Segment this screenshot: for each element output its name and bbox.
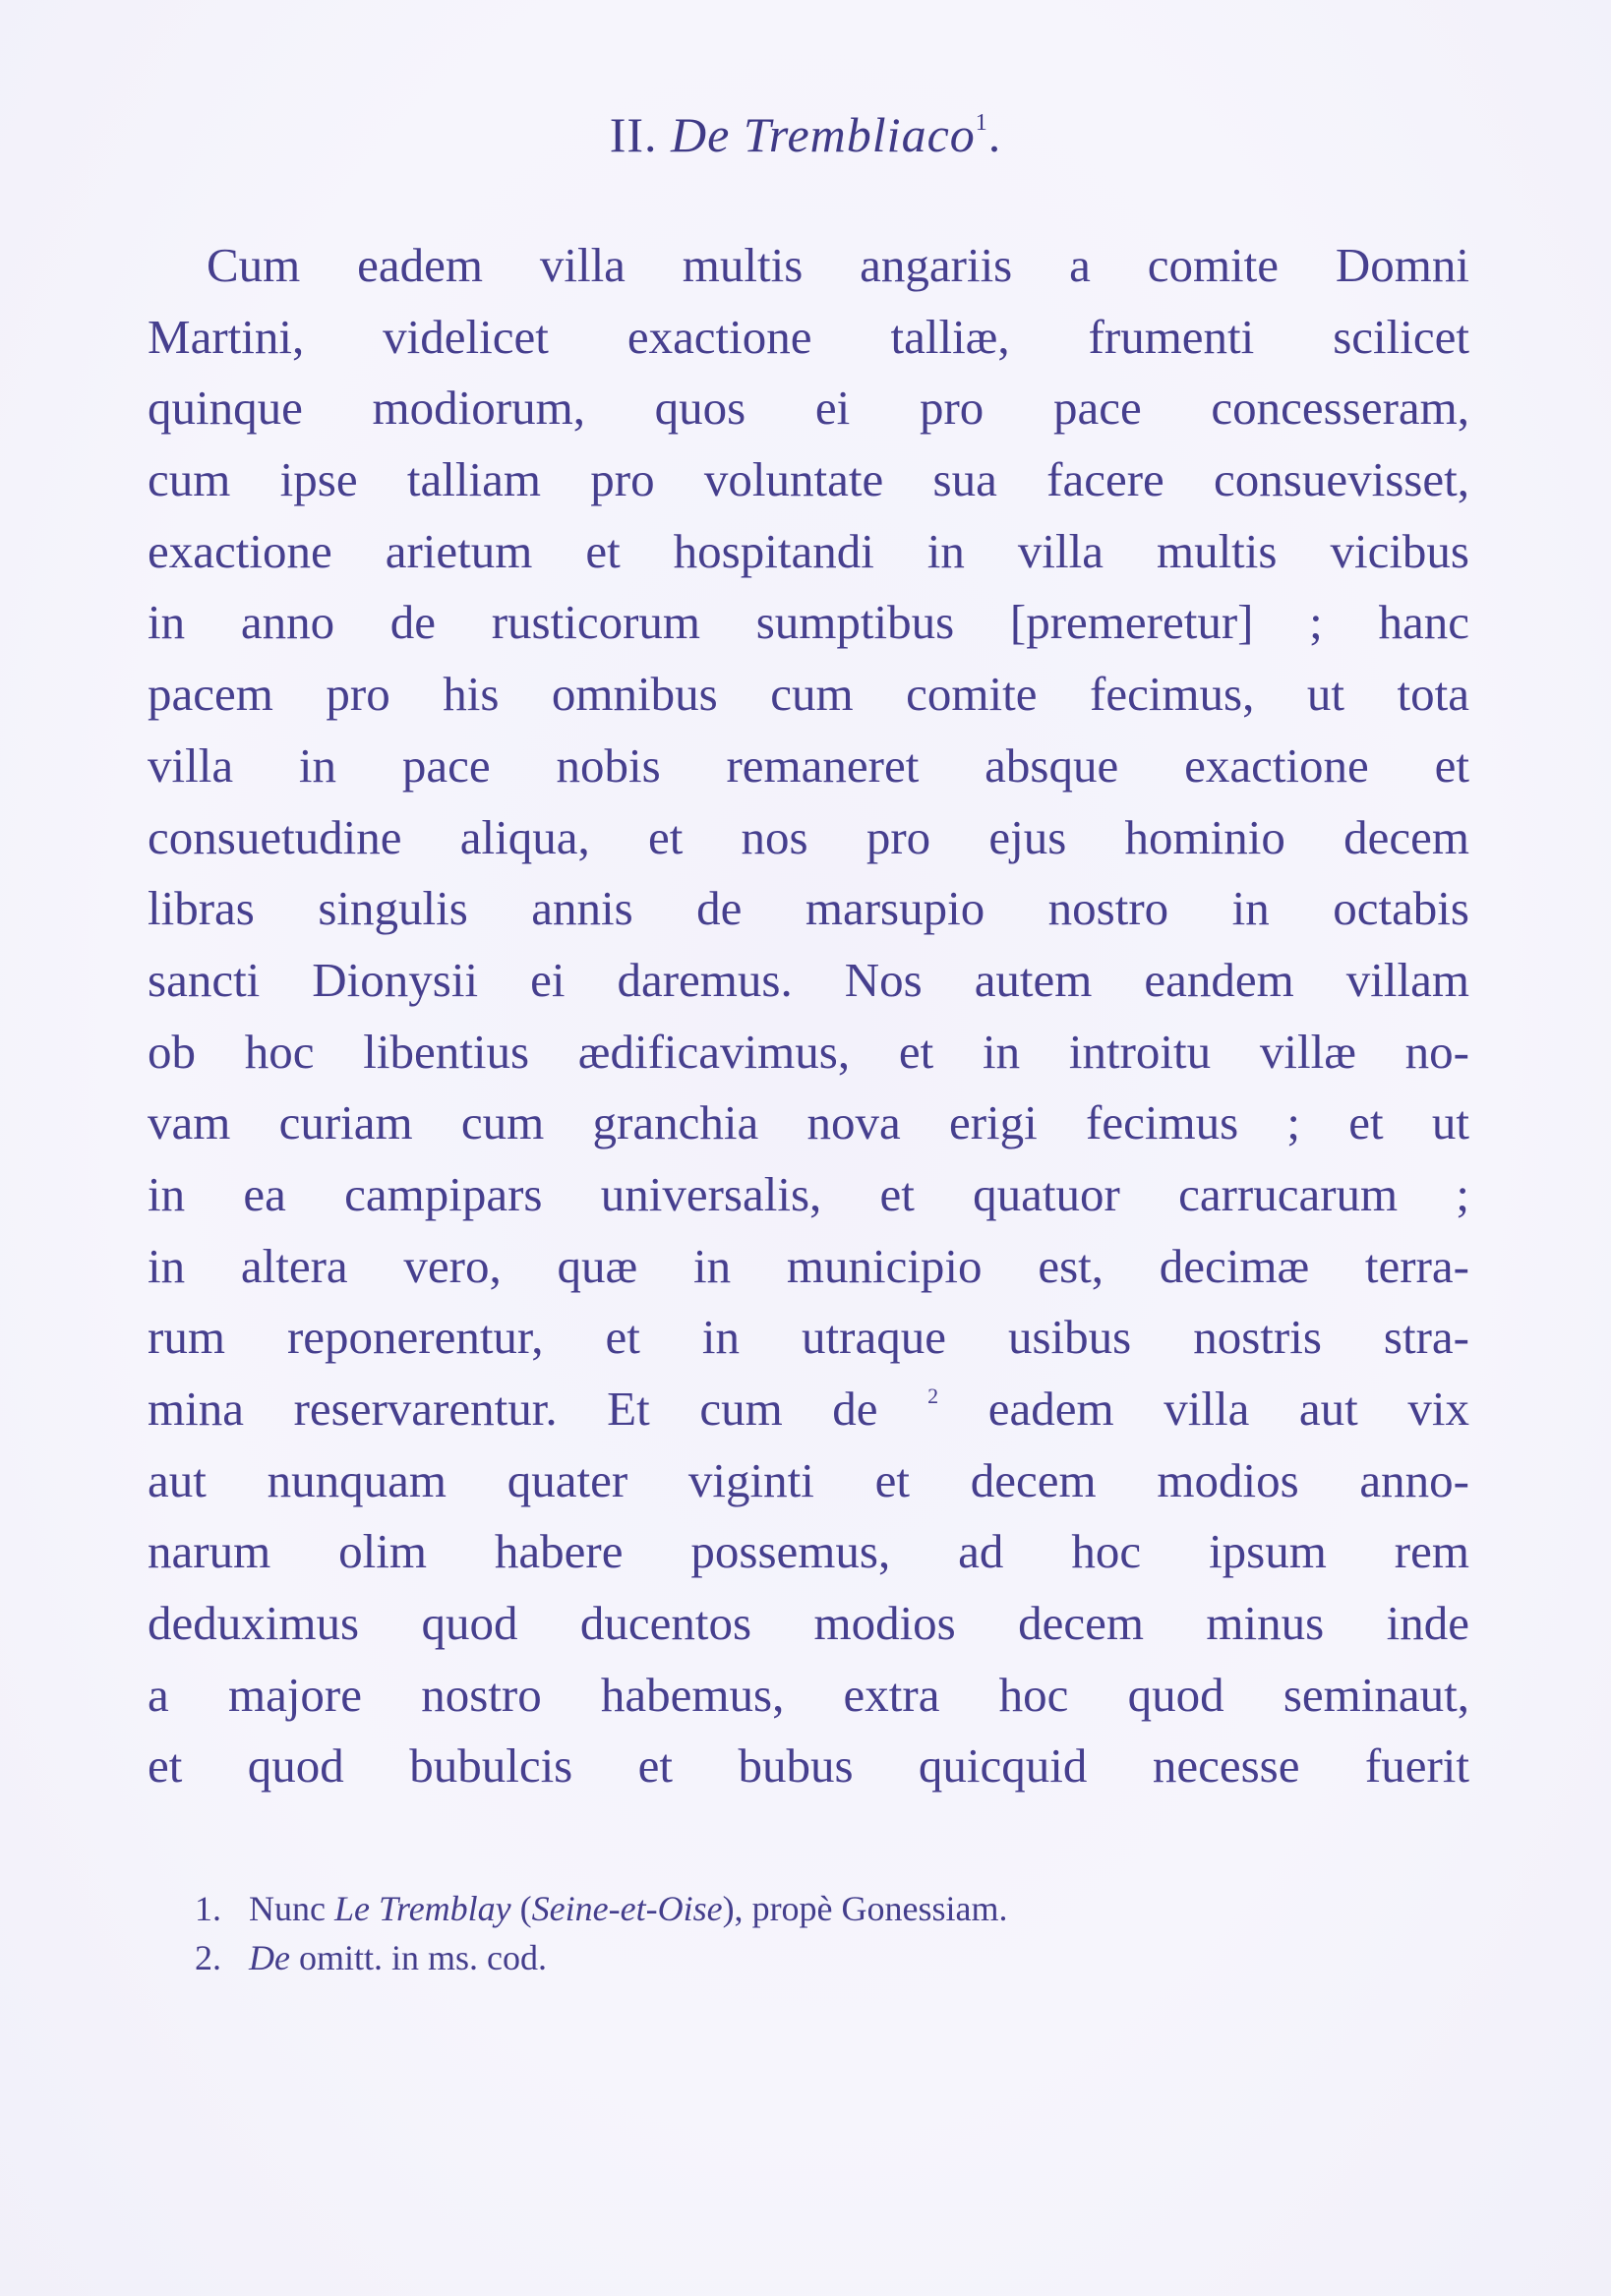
- section-title: De Trembliaco: [671, 107, 976, 162]
- footnote-italic: Seine-et-Oise: [531, 1889, 723, 1928]
- footnote-paren: ),: [722, 1889, 744, 1928]
- footnote-marker: 1.: [195, 1889, 221, 1928]
- text-line: ob hoc libentius ædificavimus, et in introitu villæ no-: [148, 1024, 1469, 1079]
- text-line: aut nunquam quater viginti et decem modios anno-: [148, 1452, 1469, 1507]
- text-line-with-footnote: [148, 1374, 1469, 1445]
- footnote-marker: 2.: [195, 1938, 221, 1977]
- text-line: Cum eadem villa multis angariis a comite Domni: [207, 238, 1469, 292]
- section-number: II.: [609, 107, 658, 162]
- text-line: a majore nostro habemus, extra hoc quod seminaut,: [148, 1667, 1469, 1722]
- footnote-text: propè Gonessiam.: [751, 1889, 1008, 1928]
- footnote-2: [195, 1933, 1473, 1982]
- footnote-text: omitt. in ms. cod.: [298, 1938, 547, 1977]
- text-line: et quod bubulcis et bubus quicquid necesse fuerit: [148, 1738, 1469, 1794]
- text-line: villa in pace nobis remaneret absque exactione et: [148, 737, 1469, 793]
- footnote-1: [195, 1884, 1473, 1933]
- text-line: quinque modiorum, quos ei pro pace concesseram,: [148, 381, 1469, 436]
- text-line: rum reponerentur, et in utraque usibus nostris stra-: [148, 1310, 1469, 1365]
- text-line: exactione arietum et hospitandi in villa multis vicibus: [148, 523, 1469, 578]
- text-line: in altera vero, quæ in municipio est, decimæ terra-: [148, 1238, 1469, 1293]
- text-line: consuetudine aliqua, et nos pro ejus hominio decem: [148, 809, 1469, 864]
- line-text-before-note: mina reservarentur. Et cum de: [148, 1382, 878, 1436]
- footnotes: [195, 1884, 1473, 1982]
- body-paragraph: [148, 230, 1469, 1802]
- text-line: narum olim habere possemus, ad hoc ipsum rem: [148, 1524, 1469, 1579]
- text-line: vam curiam cum granchia nova erigi fecimus ; et ut: [148, 1095, 1469, 1150]
- text-line: pacem pro his omnibus cum comite fecimus, ut tota: [148, 667, 1469, 722]
- section-heading: [0, 106, 1611, 163]
- footnote-ref-2: 2: [927, 1383, 939, 1408]
- heading-period: .: [987, 107, 1002, 162]
- text-line: cum ipse talliam pro voluntate sua facere consuevisset,: [148, 452, 1469, 507]
- text-line: in ea campipars universalis, et quatuor carrucarum ;: [148, 1166, 1469, 1221]
- footnote-paren: (: [519, 1889, 532, 1928]
- footnote-text: Nunc: [249, 1889, 326, 1928]
- footnote-ref-1: 1: [975, 110, 988, 136]
- text-line: libras singulis annis de marsupio nostro in octabis: [148, 881, 1469, 936]
- footnote-italic: De: [249, 1938, 290, 1977]
- line-text-after-note: eadem villa aut vix: [987, 1382, 1470, 1436]
- text-line: sancti Dionysii ei daremus. Nos autem eandem villam: [148, 952, 1469, 1007]
- text-line: deduximus quod ducentos modios decem minus inde: [148, 1596, 1469, 1651]
- footnote-italic: Le Tremblay: [333, 1889, 511, 1928]
- text-line: Martini, videlicet exactione talliæ, frumenti scilicet: [148, 309, 1469, 364]
- text-line: in anno de rusticorum sumptibus [premeretur] ; hanc: [148, 595, 1469, 650]
